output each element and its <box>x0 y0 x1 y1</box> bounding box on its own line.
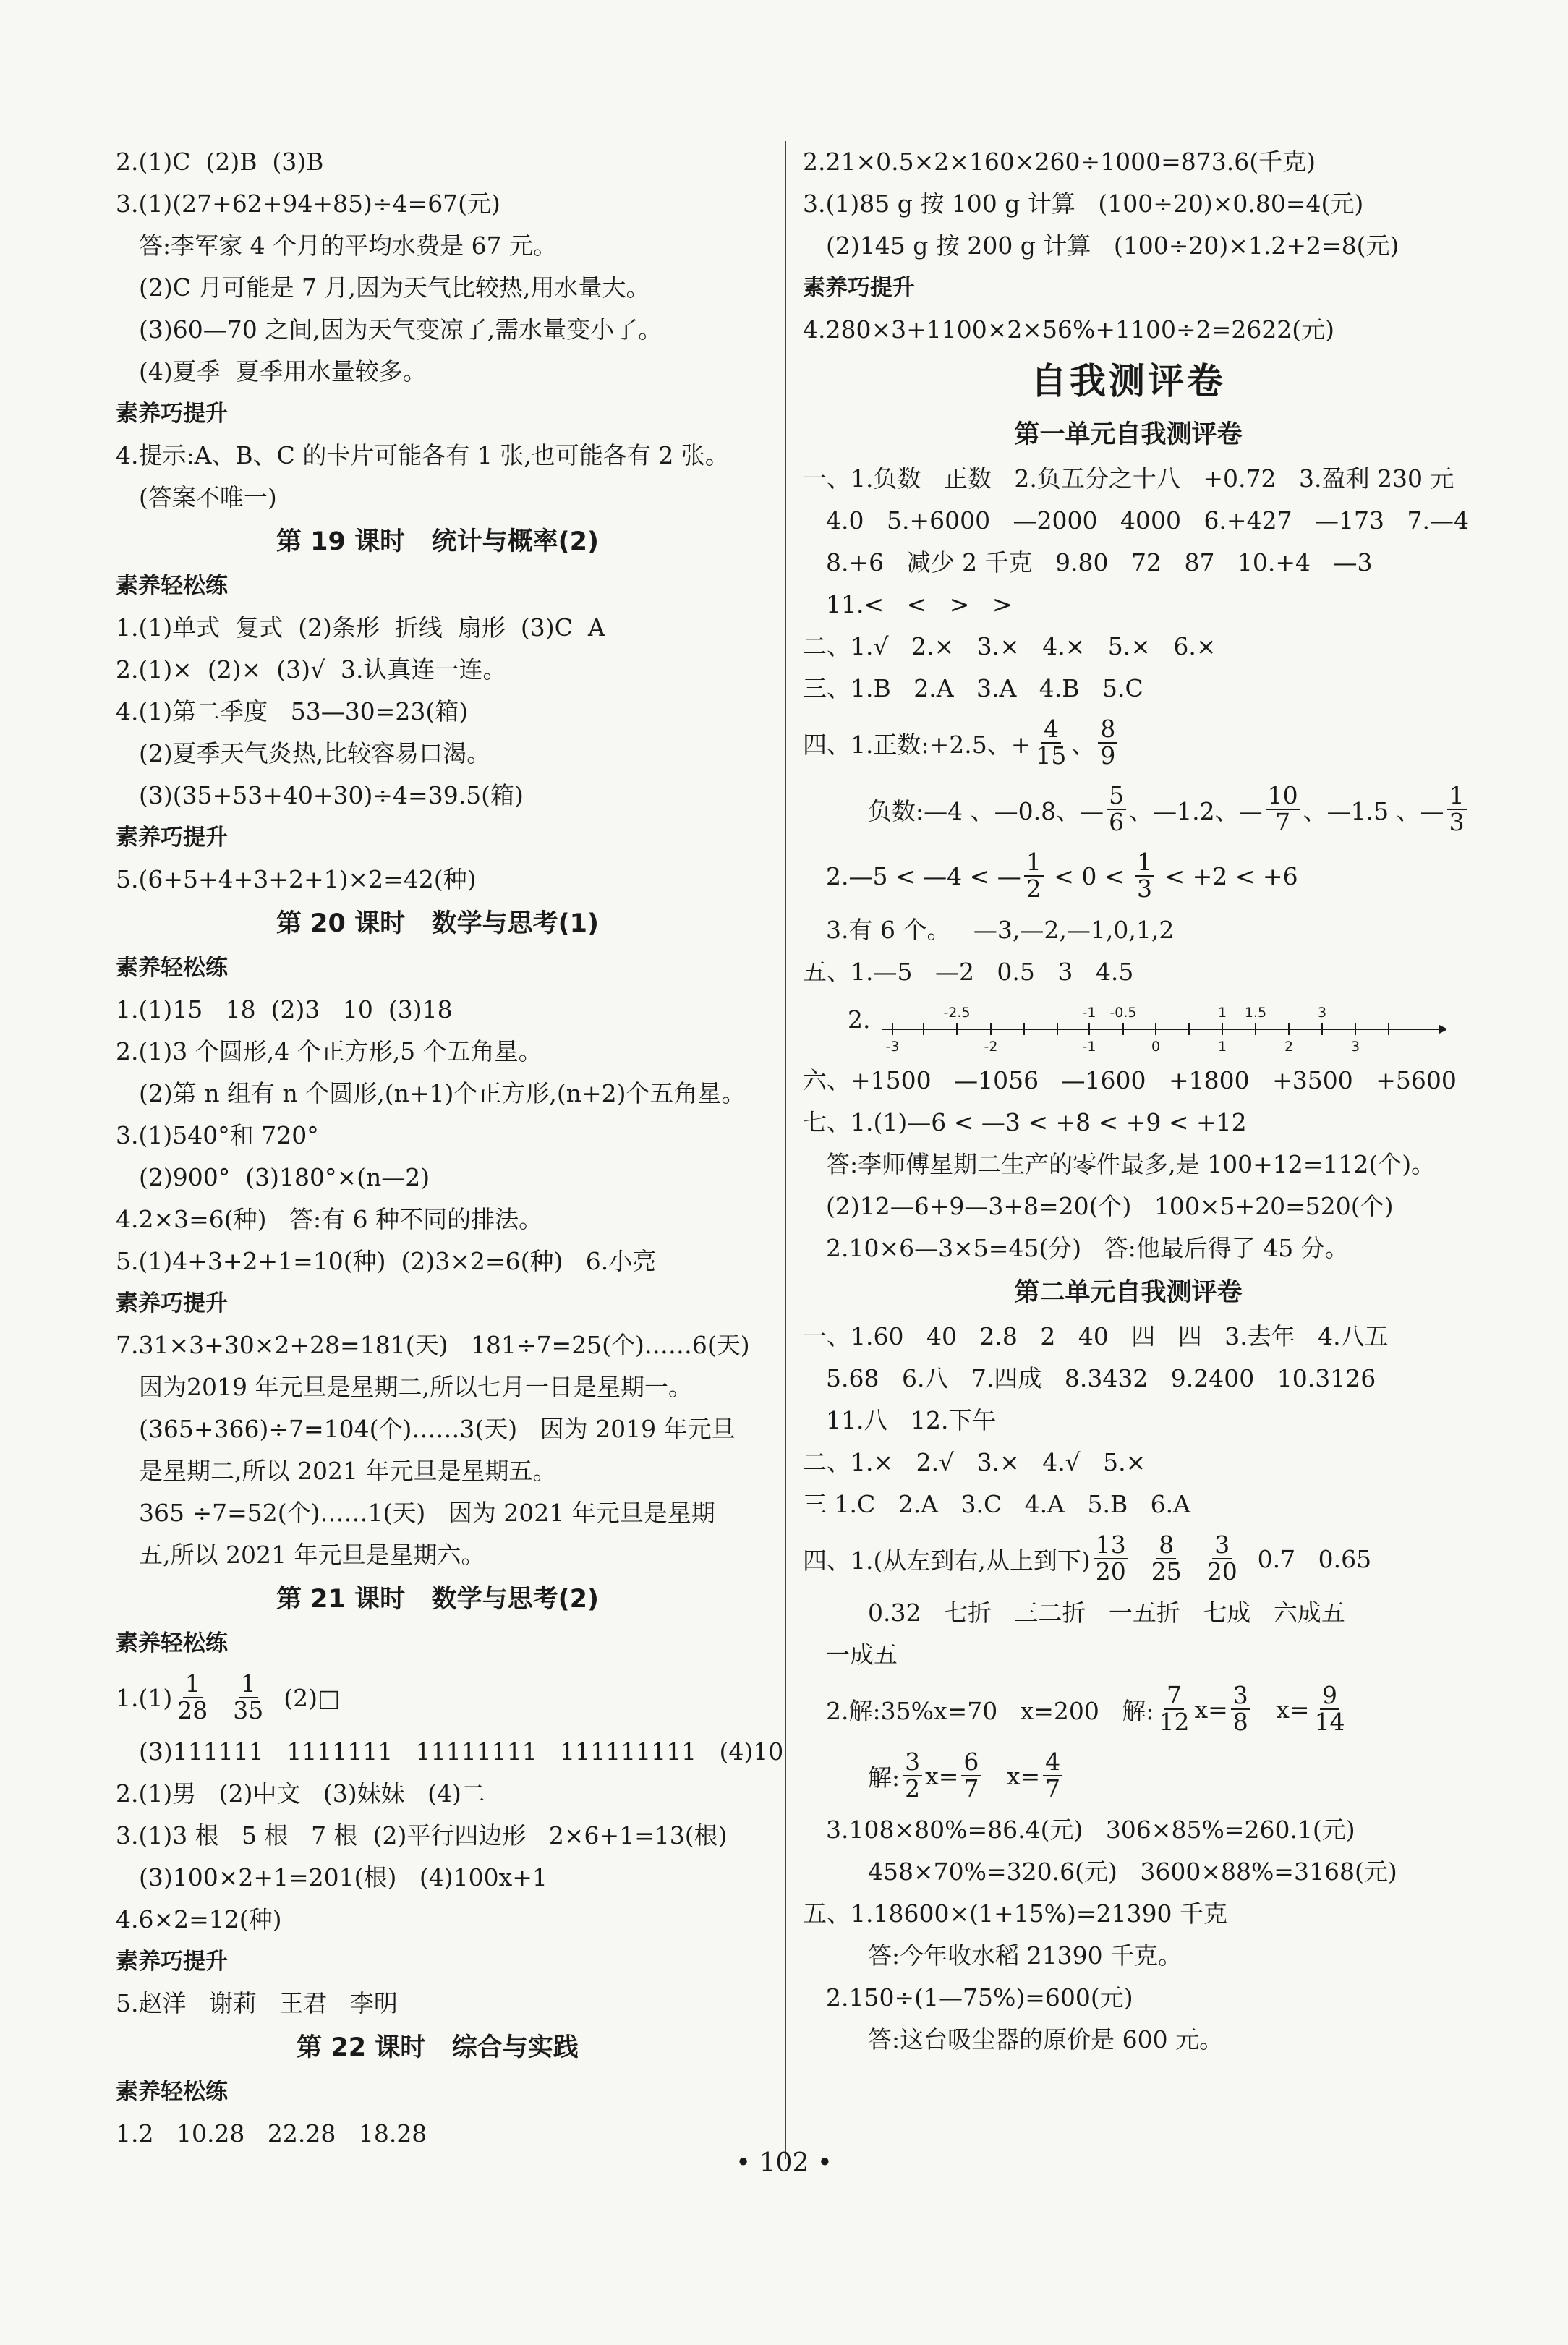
answer-line: 一、1.负数 正数 2.负五分之十八 +0.72 3.盈利 230 元 <box>803 464 1454 493</box>
answer-line: 五、1.18600×(1+15%)=21390 千克 <box>803 1899 1227 1928</box>
fraction: $\frac{6}{7}$ <box>961 1750 981 1801</box>
tick-label: -1 <box>1082 1039 1096 1055</box>
section-label: 素养轻松练 <box>116 2079 228 2105</box>
answer-line: 7.31×3+30×2+28=181(天) 181÷7=25(个)……6(天) <box>116 1331 750 1359</box>
section-label: 素养巧提升 <box>116 825 228 851</box>
number-line-row <box>803 993 1454 1060</box>
section-label: 素养轻松练 <box>116 573 228 599</box>
answer-text: (2)□ <box>268 1683 341 1712</box>
answer-line: (3)(35+53+40+30)÷4=39.5(箱) <box>139 781 524 809</box>
fraction: $\frac{3}{8}$ <box>1231 1683 1250 1735</box>
lesson-heading: 第 20 课时 数学与思考(1) <box>276 909 599 938</box>
answer-line: 5.赵洋 谢莉 王君 李明 <box>116 1989 398 2017</box>
section-label: 素养巧提升 <box>116 1290 228 1316</box>
answer-line: (3)100×2+1=201(根) (4)100x+1 <box>139 1863 547 1891</box>
point-label: 1.5 <box>1244 1005 1267 1021</box>
lesson-heading: 第 22 课时 综合与实践 <box>297 2033 579 2062</box>
answer-line: 三 1.C 2.A 3.C 4.A 5.B 6.A <box>803 1490 1190 1518</box>
answer-line: 答:这台吸尘器的原价是 600 元。 <box>868 2025 1224 2054</box>
answer-line: 5.(1)4+3+2+1=10(种) (2)3×2=6(种) 6.小亮 <box>116 1247 657 1275</box>
answer-line: 4.提示:A、B、C 的卡片可能各有 1 张,也可能各有 2 张。 <box>116 441 729 469</box>
answer-line: 五、1.—5 —2 0.5 3 4.5 <box>803 958 1134 986</box>
section-label: 素养轻松练 <box>116 955 228 981</box>
tick-label: -3 <box>885 1039 900 1055</box>
tick-label: 0 <box>1151 1039 1161 1055</box>
answer-line: 4.2×3=6(种) 答:有 6 种不同的排法。 <box>116 1205 543 1233</box>
answer-line: (2)900° (3)180°×(n—2) <box>139 1163 430 1191</box>
answer-line-fractions: 2.—5 < —4 < — $\frac{1}{2}$ < 0 < $\frac{1}{3}$ < +2 < +6 <box>826 848 1298 903</box>
answer-line: (365+366)÷7=104(个)……3(天) 因为 2019 年元旦 <box>139 1415 736 1443</box>
point-label: 1 <box>1217 1005 1227 1021</box>
section-label: 素养巧提升 <box>116 401 228 427</box>
answer-line: 是星期二,所以 2021 年元旦是星期五。 <box>139 1457 557 1485</box>
answer-line: 4.(1)第二季度 53—30=23(箱) <box>116 697 469 725</box>
page-number: • 102 • <box>735 2148 833 2178</box>
answer-line: (4)夏季 夏季用水量较多。 <box>139 357 427 386</box>
point-label: 3 <box>1317 1005 1327 1021</box>
answer-line: 1.2 10.28 22.28 18.28 <box>116 2119 427 2148</box>
answer-line: 5.68 6.八 7.四成 8.3432 9.2400 10.3126 <box>826 1364 1376 1392</box>
tick-label: 1 <box>1217 1039 1227 1055</box>
answer-line: 因为2019 年元旦是星期二,所以七月一日是星期一。 <box>139 1373 692 1401</box>
answer-line: (答案不唯一) <box>139 483 277 511</box>
answer-line: (2)145 g 按 200 g 计算 (100÷20)×1.2+2=8(元) <box>826 231 1399 260</box>
answer-line: 二、1.√ 2.× 3.× 4.× 5.× 6.× <box>803 632 1217 660</box>
tick-label: 2 <box>1284 1039 1294 1055</box>
point-label: -2.5 <box>943 1005 971 1021</box>
fraction: $\frac{1}{2}$ <box>1024 850 1044 901</box>
fraction: $\frac{5}{6}$ <box>1107 783 1126 835</box>
answer-line: 2.21×0.5×2×160×260÷1000=873.6(千克) <box>803 148 1316 176</box>
answer-line: 3.有 6 个。 —3,—2,—1,0,1,2 <box>826 916 1175 944</box>
column-divider <box>785 141 786 2159</box>
section-label: 素养轻松练 <box>116 1630 228 1656</box>
answer-line: 458×70%=320.6(元) 3600×88%=3168(元) <box>868 1857 1397 1886</box>
answer-line: 8.+6 减少 2 千克 9.80 72 87 10.+4 —3 <box>826 548 1373 576</box>
answer-line: 三、1.B 2.A 3.A 4.B 5.C <box>803 674 1143 702</box>
number-line-arrow <box>1439 1025 1446 1034</box>
tick-label: 3 <box>1350 1039 1360 1055</box>
fraction: $\frac{3}{2}$ <box>903 1750 922 1801</box>
fraction: $\frac{7}{12}$ <box>1159 1681 1190 1736</box>
fraction: $\frac{4}{7}$ <box>1043 1750 1062 1801</box>
unit-heading: 第一单元自我测评卷 <box>1014 420 1243 449</box>
answer-line: 答:李军家 4 个月的平均水费是 67 元。 <box>139 231 558 260</box>
lesson-heading: 第 19 课时 统计与概率(2) <box>276 527 599 556</box>
answer-line-fractions: 解: $\frac{3}{2}$ x= $\frac{6}{7}$ x= $\frac{4}{7}$ <box>803 1742 1454 1809</box>
section-label: 素养巧提升 <box>116 1949 228 1975</box>
left-column <box>116 141 784 2155</box>
unit-heading: 第二单元自我测评卷 <box>1014 1278 1243 1307</box>
answer-line: 11.< < > > <box>826 590 1013 618</box>
answer-line: (3)60—70 之间,因为天气变凉了,需水量变小了。 <box>139 315 662 344</box>
answer-line: 二、1.× 2.√ 3.× 4.√ 5.× <box>803 1448 1146 1476</box>
fraction: $\frac{1}{3}$ <box>1135 850 1154 901</box>
answer-line: 2.(1)3 个圆形,4 个正方形,5 个五角星。 <box>116 1037 542 1065</box>
answer-line-fractions: 四、1.正数:+2.5、+ $\frac{4}{15}$ 、 $\frac{8}{9}$ <box>803 710 1454 776</box>
self-test-title: 自我测评卷 <box>1031 360 1226 402</box>
tick-label: -2 <box>984 1039 998 1055</box>
answer-line-fractions <box>116 1664 759 1731</box>
answer-line: 3.108×80%=86.4(元) 306×85%=260.1(元) <box>826 1816 1355 1844</box>
fraction: $\frac{1}{35}$ <box>233 1669 264 1724</box>
answer-line: (2)第 n 组有 n 个圆形,(n+1)个正方形,(n+2)个五角星。 <box>139 1079 746 1107</box>
answer-line: 3.(1)(27+62+94+85)÷4=67(元) <box>116 190 500 218</box>
answer-line: 3.(1)3 根 5 根 7 根 (2)平行四边形 2×6+1=13(根) <box>116 1821 728 1850</box>
fraction: $\frac{4}{15}$ <box>1036 715 1067 770</box>
answer-line-fractions: 四、1.(从左到右,从上到下) $\frac{13}{20}$ $\frac{8}{25}$ $\frac{3}{20}$ 0.7 0.65 <box>803 1531 1372 1586</box>
answer-text: 1.(1) <box>116 1683 173 1712</box>
lesson-heading: 第 21 课时 数学与思考(2) <box>276 1585 599 1614</box>
answer-line: 5.(6+5+4+3+2+1)×2=42(种) <box>116 865 477 893</box>
answer-line: 4.280×3+1100×2×56%+1100÷2=2622(元) <box>803 315 1335 344</box>
point-label: -1 <box>1082 1005 1096 1021</box>
answer-line: (3)111111 1111111 11111111 111111111 (4)10 <box>139 1737 784 1766</box>
fraction: $\frac{1}{28}$ <box>177 1669 208 1724</box>
answer-line: (2)12—6+9—3+8=20(个) 100×5+20=520(个) <box>826 1192 1394 1220</box>
fraction: $\frac{13}{20}$ <box>1094 1533 1128 1584</box>
number-line-diagram <box>882 993 1446 1060</box>
answer-line: (2)C 月可能是 7 月,因为天气比较热,用水量大。 <box>139 273 650 302</box>
answer-line: 五,所以 2021 年元旦是星期六。 <box>139 1541 485 1569</box>
answer-line: 一、1.60 40 2.8 2 40 四 四 3.去年 4.八五 <box>803 1322 1389 1350</box>
answer-line: 2.(1)男 (2)中文 (3)妹妹 (4)二 <box>116 1779 485 1808</box>
fraction: $\frac{8}{25}$ <box>1151 1531 1182 1586</box>
answer-line: 1.(1)15 18 (2)3 10 (3)18 <box>116 995 453 1023</box>
answer-line: 2.(1)C (2)B (3)B <box>116 148 324 176</box>
section-label: 素养巧提升 <box>803 275 915 301</box>
fraction: $\frac{8}{9}$ <box>1098 717 1117 768</box>
answer-line: 一成五 <box>826 1640 898 1669</box>
answer-line: 七、1.(1)—6 < —3 < +8 < +9 < +12 <box>803 1108 1247 1136</box>
point-label: -0.5 <box>1109 1005 1137 1021</box>
answer-line-fractions: 负数:—4 、—0.8、— $\frac{5}{6}$ 、—1.2、— $\frac{10}{7}$ 、—1.5 、— $\frac{1}{3}$ <box>803 776 1454 843</box>
answer-line: 4.0 5.+6000 —2000 4000 6.+427 —173 7.—4 <box>826 506 1469 535</box>
answer-line: 1.(1)单式 复式 (2)条形 折线 扇形 (3)C A <box>116 613 605 642</box>
answer-line: (2)夏季天气炎热,比较容易口渴。 <box>139 739 491 767</box>
answer-line: 3.(1)85 g 按 100 g 计算 (100÷20)×0.80=4(元) <box>803 190 1364 218</box>
answer-line: 4.6×2=12(种) <box>116 1905 282 1933</box>
fraction: $\frac{3}{20}$ <box>1206 1531 1237 1586</box>
answer-line: 0.32 七折 三二折 一五折 七成 六成五 <box>868 1599 1345 1627</box>
fraction: $\frac{10}{7}$ <box>1266 783 1300 835</box>
answer-line: 六、+1500 —1056 —1600 +1800 +3500 +5600 <box>803 1066 1457 1094</box>
answer-line: 3.(1)540°和 720° <box>116 1121 319 1149</box>
answer-line-fractions: 2.解:35%x=70 x=200 解: $\frac{7}{12}$ x= $\frac{3}{8}$ x= $\frac{9}{14}$ <box>803 1676 1454 1742</box>
right-column <box>803 141 1469 2061</box>
fraction: $\frac{1}{3}$ <box>1447 783 1467 835</box>
answer-line: 2.10×6—3×5=45(分) 答:他最后得了 45 分。 <box>826 1234 1349 1262</box>
answer-line: 365 ÷7=52(个)……1(天) 因为 2021 年元旦是星期 <box>139 1499 715 1527</box>
answer-line: 2.150÷(1—75%)=600(元) <box>826 1983 1133 2012</box>
fraction: $\frac{9}{14}$ <box>1314 1681 1345 1736</box>
answer-line: 11.八 12.下午 <box>826 1406 997 1434</box>
answer-line: 答:今年收水稻 21390 千克。 <box>868 1941 1183 1970</box>
answer-line: 2.(1)× (2)× (3)√ 3.认真连一连。 <box>116 655 507 684</box>
answer-text: 2. <box>848 1005 871 1034</box>
answer-line: 答:李师傅星期二生产的零件最多,是 100+12=112(个)。 <box>826 1150 1436 1178</box>
